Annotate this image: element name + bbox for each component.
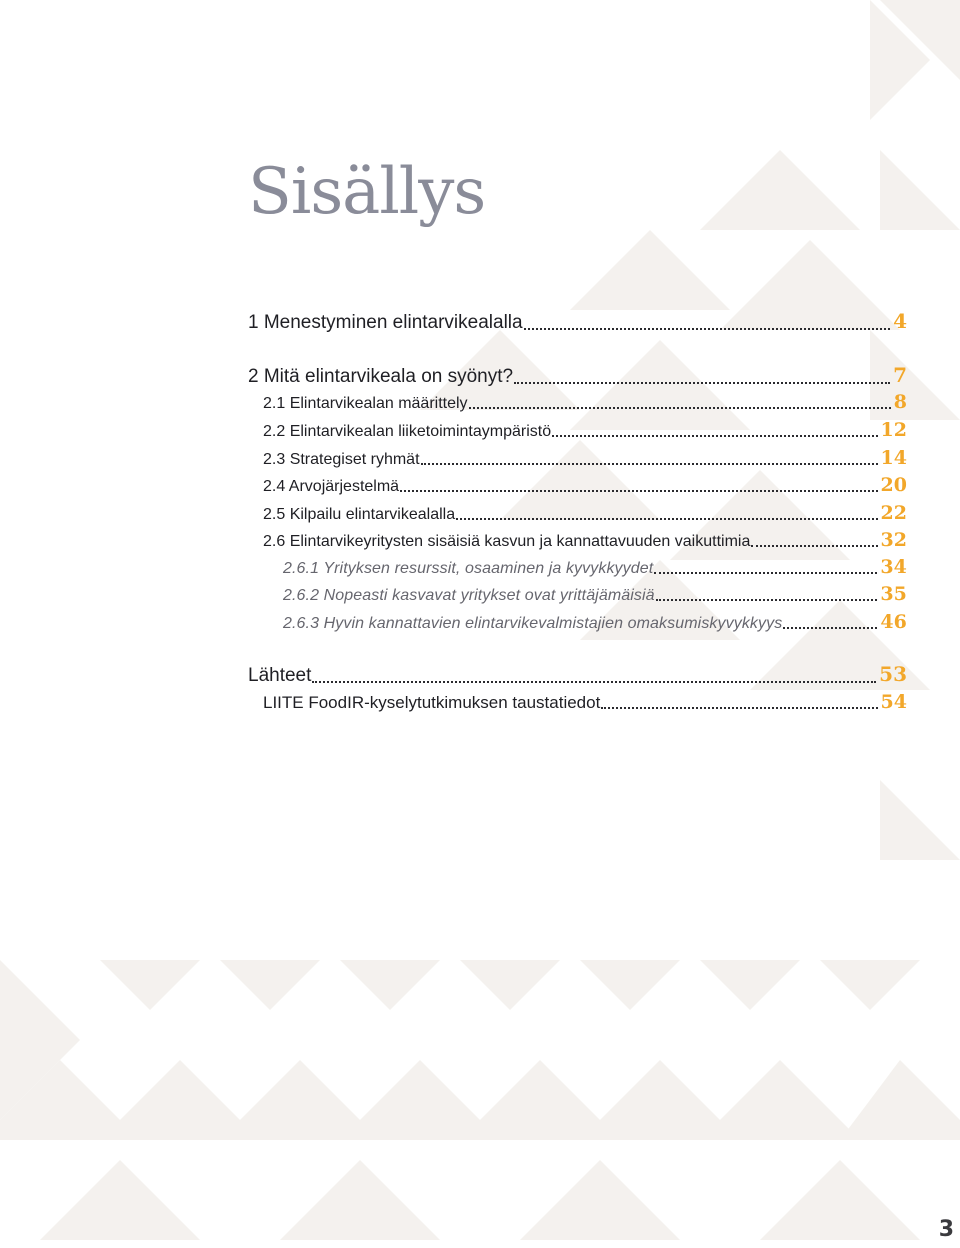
dot-leader (514, 381, 890, 384)
toc-entry-title: LIITE FoodIR-kyselytutkimuksen taustatiedot (263, 693, 601, 712)
toc-entry-title: 1 Menestyminen elintarvikealalla (248, 312, 523, 333)
toc-entry[interactable] (283, 583, 907, 605)
dot-leader (751, 544, 877, 547)
toc-page-number: 35 (880, 583, 907, 605)
dot-leader (552, 434, 877, 437)
toc-entry-title: 2.6.3 Hyvin kannattavien elintarvikevalmistajien omaksumiskyvykkyys (283, 615, 783, 632)
toc-entry[interactable] (263, 474, 907, 496)
toc-entry-title: Lähteet (248, 665, 312, 686)
dot-leader (524, 327, 890, 330)
dot-leader (654, 571, 877, 574)
toc-entry-title: 2.2 Elintarvikealan liiketoimintaympäristö (263, 423, 552, 440)
dot-leader (400, 489, 877, 492)
toc-entry-title: 2.4 Arvojärjestelmä (263, 478, 400, 495)
dot-leader (469, 406, 891, 409)
toc-page-number: 53 (879, 662, 907, 686)
dot-leader (601, 706, 877, 709)
toc-entry[interactable] (248, 662, 907, 687)
toc-page-number: 54 (880, 691, 907, 713)
toc-entry[interactable] (248, 363, 907, 388)
toc-page-number: 46 (880, 611, 907, 633)
page-number: 3 (938, 1217, 954, 1242)
toc-entry[interactable] (263, 447, 907, 469)
toc-page-number: 34 (880, 556, 907, 578)
toc-entry[interactable] (248, 309, 907, 334)
toc-page-number: 22 (880, 502, 907, 524)
toc-page-number: 4 (893, 309, 907, 333)
toc-entry-title: 2.6.2 Nopeasti kasvavat yritykset ovat yrittäjämäisiä (283, 587, 655, 604)
toc-page-number: 7 (893, 363, 907, 387)
toc-entry-title: 2.6 Elintarvikeyritysten sisäisiä kasvun ja kannattavuuden vaikuttimia (263, 533, 751, 550)
toc-page-number: 32 (880, 529, 907, 551)
toc-page-number: 20 (880, 474, 907, 496)
toc-page-number: 8 (893, 391, 907, 413)
toc-entry-title: 2.3 Strategiset ryhmät (263, 451, 420, 468)
toc-entry-title: 2.1 Elintarvikealan määrittely (263, 395, 468, 412)
dot-leader (656, 598, 878, 601)
toc-entry-title: 2.6.1 Yrityksen resurssit, osaaminen ja kyvykkyydet (283, 560, 654, 577)
toc-entry[interactable] (263, 691, 907, 713)
toc-page-number: 14 (880, 447, 907, 469)
dot-leader (312, 680, 876, 683)
toc-entry-title: 2.5 Kilpailu elintarvikealalla (263, 506, 456, 523)
toc-entry[interactable] (283, 556, 907, 578)
dot-leader (783, 626, 877, 629)
toc-entry[interactable] (263, 502, 907, 524)
dot-leader (456, 517, 877, 520)
toc-page-number: 12 (880, 419, 907, 441)
page-title: Sisällys (248, 155, 486, 229)
toc-entry-title: 2 Mitä elintarvikeala on syönyt? (248, 366, 514, 387)
toc-entry[interactable] (263, 391, 907, 413)
toc-entry[interactable] (263, 419, 907, 441)
toc-entry[interactable] (263, 529, 907, 551)
dot-leader (421, 462, 878, 465)
toc-entry[interactable] (283, 611, 907, 633)
